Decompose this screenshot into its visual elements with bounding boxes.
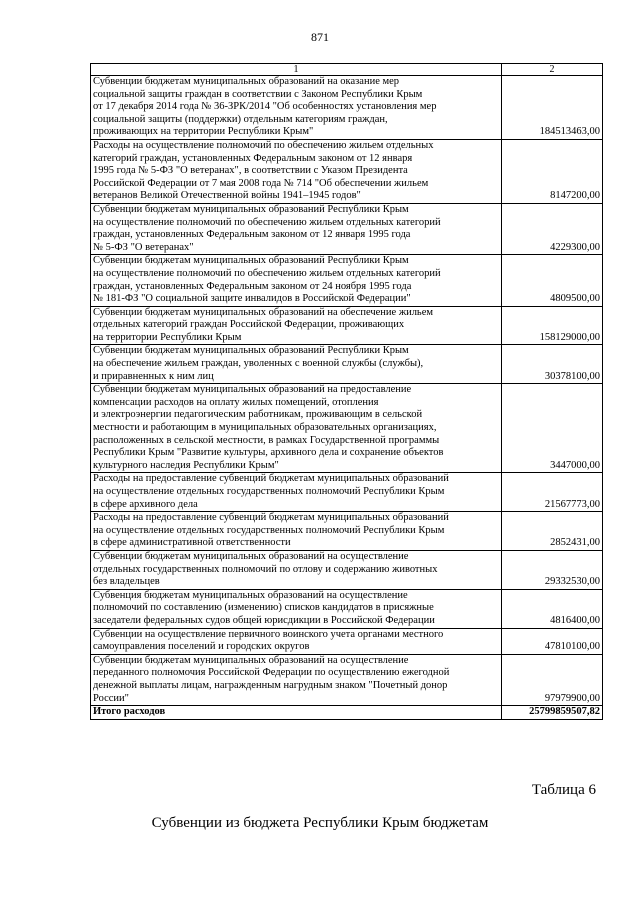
subventions-table	[90, 63, 603, 720]
description-line: самоуправления поселений и городских округов	[93, 641, 310, 653]
description-line: № 181-ФЗ "О социальной защите инвалидов в Российской Федерации"	[93, 293, 411, 305]
description-line: Субвенции бюджетам муниципальных образований Республики Крым	[93, 203, 409, 215]
table-row	[91, 306, 603, 345]
table-row	[91, 203, 603, 254]
description-line: Субвенции бюджетам муниципальных образований на обеспечение жильем	[93, 306, 434, 318]
description-line: № 5-ФЗ "О ветеранах"	[93, 241, 194, 253]
page-number: 871	[311, 30, 329, 44]
table-row	[91, 473, 603, 512]
description-line: Субвенция бюджетам муниципальных образований на осуществление	[93, 589, 408, 601]
table-row	[91, 550, 603, 589]
table-header-row	[91, 64, 603, 76]
row-description	[91, 512, 502, 551]
description-line: категорий граждан, установленных Федеральным законом от 12 января	[93, 152, 413, 164]
row-description	[91, 139, 502, 203]
description-line: на осуществление полномочий по обеспечению жильем отдельных категорий	[93, 216, 441, 228]
description-line: ветеранов Великой Отечественной войны 1941–1945 годов"	[93, 190, 361, 202]
row-amount: 30378100,00	[502, 345, 603, 384]
description-line: местности и работающим в муниципальных образовательных организациях,	[93, 422, 437, 434]
description-line: от 17 декабря 2014 года № 36-ЗРК/2014 "Об особенностях установления мер	[93, 101, 437, 113]
description-line: на осуществление отдельных государственных полномочий Республики Крым	[93, 486, 445, 497]
description-line: расположенных в сельской местности, в рамках Государственной программы	[93, 434, 440, 446]
description-line: на территории Республики Крым	[93, 331, 242, 343]
row-description	[91, 306, 502, 345]
description-line: Субвенции бюджетам муниципальных образований на предоставление	[93, 384, 412, 396]
row-amount: 97979900,00	[502, 654, 603, 705]
row-amount: 184513463,00	[502, 76, 603, 140]
description-line: граждан, установленных Федеральным законом от 12 января 1995 года	[93, 229, 411, 241]
row-description	[91, 203, 502, 254]
description-line: культурного наследия Республики Крым"	[93, 459, 279, 471]
description-line: Субвенции бюджетам муниципальных образований на осуществление	[93, 654, 409, 666]
header-cell-column-2: 2	[502, 64, 603, 76]
description-line: Расходы на осуществление полномочий по обеспечению жильем отдельных	[93, 139, 434, 151]
row-amount: 158129000,00	[502, 306, 603, 345]
description-line: Расходы на предоставление субвенций бюджетам муниципальных образований	[93, 473, 449, 485]
table-row	[91, 345, 603, 384]
description-line: 1995 года № 5-ФЗ "О ветеранах", в соответствии с Указом Президента	[93, 165, 408, 177]
row-description	[91, 550, 502, 589]
row-description	[91, 255, 502, 306]
total-row	[91, 706, 603, 720]
row-amount: 2852431,00	[502, 512, 603, 551]
table-row	[91, 589, 603, 628]
table-row	[91, 654, 603, 705]
description-line: на осуществление отдельных государственных полномочий Республики Крым	[93, 524, 445, 536]
total-amount: 25799859507,82	[502, 706, 603, 720]
description-line: на осуществление полномочий по обеспечению жильем отдельных категорий	[93, 267, 441, 279]
description-line: Субвенции бюджетам муниципальных образований на оказание мер	[93, 76, 400, 87]
table-row	[91, 384, 603, 473]
description-line: денежной выплаты лицам, награжденным нагрудным знаком "Почетный донор	[93, 679, 448, 691]
description-line: полномочий по составлению (изменению) списков кандидатов в присяжные	[93, 602, 434, 614]
row-amount: 4816400,00	[502, 589, 603, 628]
table-row	[91, 76, 603, 140]
total-label: Итого расходов	[91, 706, 502, 720]
description-line: и приравненных к ним лиц	[93, 370, 214, 382]
row-amount: 21567773,00	[502, 473, 603, 512]
table-caption: Таблица 6	[531, 782, 596, 798]
description-line: Субвенции бюджетам муниципальных образований на осуществление	[93, 550, 409, 562]
section-heading: Субвенции из бюджета Республики Крым бюджетам	[151, 815, 489, 831]
row-description	[91, 345, 502, 384]
row-description	[91, 654, 502, 705]
description-line: Расходы на предоставление субвенций бюджетам муниципальных образований	[93, 512, 449, 524]
description-line: Российской Федерации от 7 мая 2008 года № 714 "Об обеспечении жильем	[93, 177, 429, 189]
description-line: проживающих на территории Республики Крым"	[93, 126, 314, 138]
description-line: Субвенции на осуществление первичного воинского учета органами местного	[93, 628, 444, 640]
row-description	[91, 473, 502, 512]
description-line: граждан, установленных Федеральным законом от 24 ноября 1995 года	[93, 280, 412, 292]
header-cell-column-1: 1	[91, 64, 502, 76]
description-line: отдельных категорий граждан Российской Федерации, проживающих	[93, 319, 405, 331]
table-body	[91, 64, 603, 720]
row-amount: 8147200,00	[502, 139, 603, 203]
row-amount: 4809500,00	[502, 255, 603, 306]
description-line: отдельных государственных полномочий по отлову и содержанию животных	[93, 563, 438, 575]
description-line: компенсации расходов на оплату жилых помещений, отопления	[93, 396, 379, 408]
description-line: Субвенции бюджетам муниципальных образований Республики Крым	[93, 255, 409, 267]
description-line: на обеспечение жильем граждан, уволенных с военной службы (службы),	[93, 358, 424, 370]
table-row	[91, 628, 603, 654]
description-line: переданного полномочия Российской Федерации по осуществлению ежегодной	[93, 667, 450, 679]
description-line: России"	[93, 692, 129, 704]
row-description	[91, 384, 502, 473]
row-amount: 4229300,00	[502, 203, 603, 254]
row-amount: 3447000,00	[502, 384, 603, 473]
row-amount: 47810100,00	[502, 628, 603, 654]
description-line: Республики Крым "Развитие культуры, архивного дела и сохранение объектов	[93, 447, 444, 459]
row-description	[91, 589, 502, 628]
row-description	[91, 628, 502, 654]
table-row	[91, 512, 603, 551]
description-line: в сфере архивного дела	[93, 498, 198, 510]
table-row	[91, 139, 603, 203]
description-line: без владельцев	[93, 576, 160, 588]
description-line: Субвенции бюджетам муниципальных образований Республики Крым	[93, 345, 409, 357]
description-line: социальной защиты граждан в соответствии с Законом Республики Крым	[93, 88, 423, 100]
description-line: и электроэнергии педагогическим работникам, проживающим в сельской	[93, 409, 423, 421]
description-line: в сфере административной ответственности	[93, 537, 291, 549]
table-row	[91, 255, 603, 306]
row-amount: 29332530,00	[502, 550, 603, 589]
description-line: социальной защиты (поддержки) отдельным категориям граждан,	[93, 113, 388, 125]
description-line: заседатели федеральных судов общей юрисдикции в Российской Федерации	[93, 614, 435, 626]
row-description	[91, 76, 502, 140]
